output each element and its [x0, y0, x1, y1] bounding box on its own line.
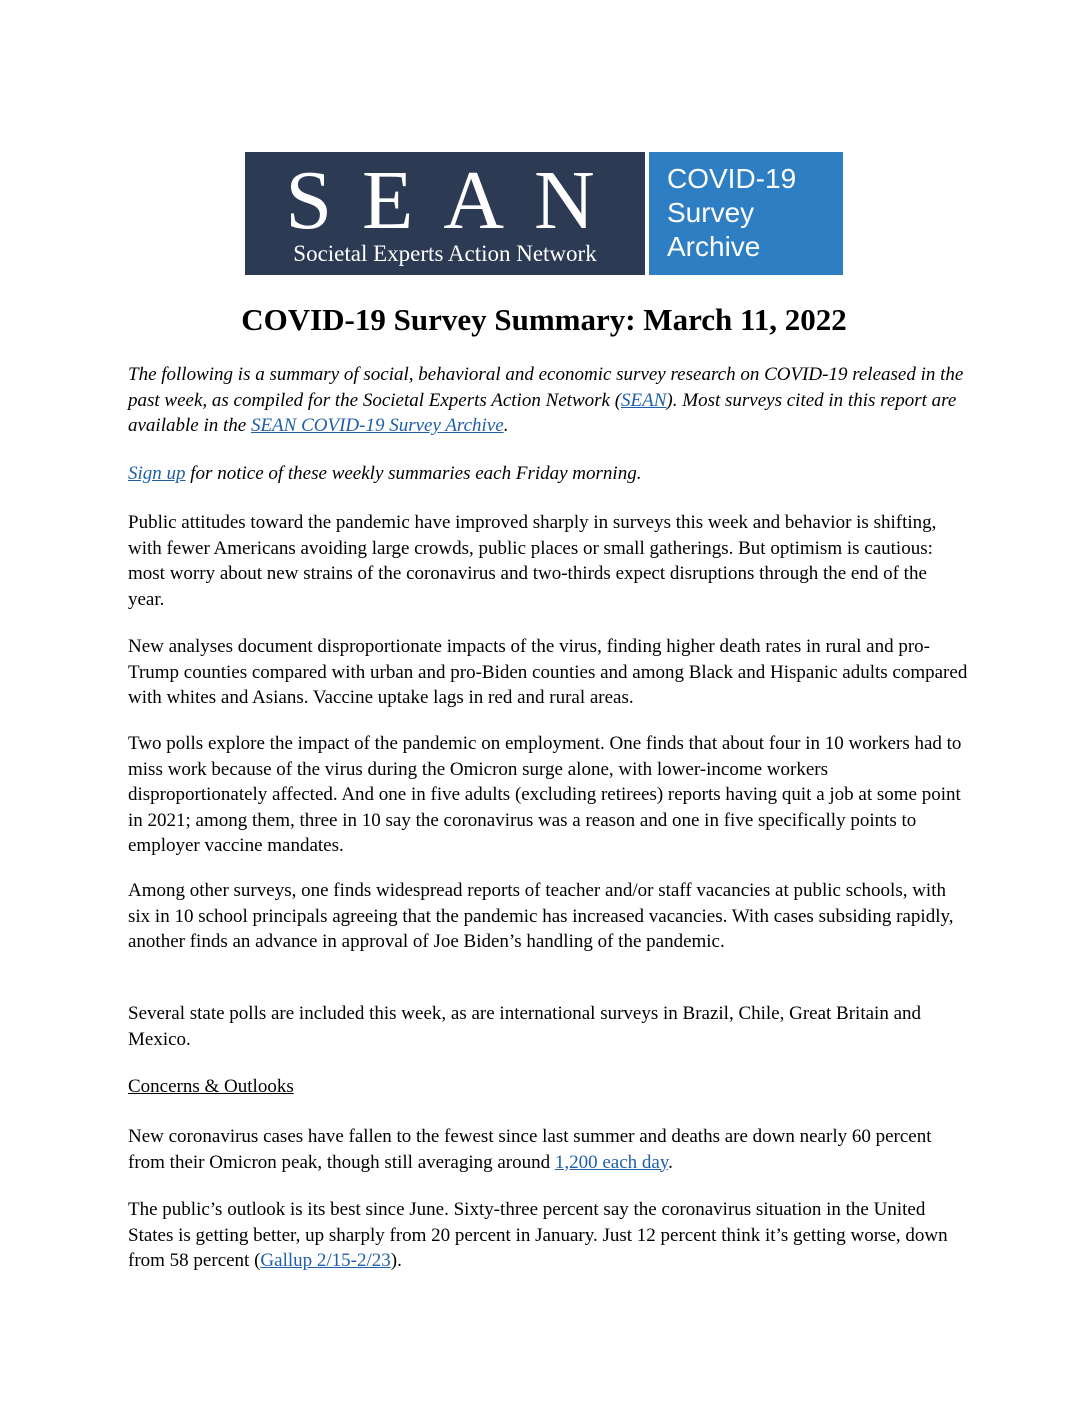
gallup-link[interactable]: Gallup 2/15-2/23 — [260, 1250, 391, 1271]
intro-text-middle: ). Most surveys cited in this report are available in the — [128, 389, 957, 436]
outlook-text-end: ). — [390, 1250, 402, 1271]
summary-paragraph-3 — [128, 731, 968, 859]
banner-subtitle: Societal Experts Action Network — [293, 241, 597, 266]
signup-text: for notice of these weekly summaries each Friday morning. — [185, 463, 642, 484]
paragraph-text: Public attitudes toward the pandemic have improved sharply in surveys this week and behavior is shifting, with fewer Americans avoiding large crowds, public places or small gatherings. But optimism is cautious: most worry about new strains of the coronavirus and two-thirds expect disruptions through the end of the year. — [128, 512, 937, 610]
cases-text-end: . — [668, 1151, 673, 1173]
deaths-per-day-link[interactable]: 1,200 each day — [554, 1151, 669, 1173]
survey-archive-link[interactable]: SEAN COVID-19 Survey Archive — [250, 415, 504, 436]
outlook-paragraph — [128, 1197, 968, 1274]
banner-sean-letters: SEAN — [285, 154, 625, 247]
banner-left-panel — [245, 152, 645, 275]
outlook-text: The public’s outlook is its best since June. Sixty-three percent say the coronavirus situation in the United States is getting better, up sharply from 20 percent in January. Just 12 percent think it’s getting worse, down from 58 percent ( — [128, 1199, 948, 1271]
intro-text-start: The following is a summary of social, behavioral and economic survey research on COVID-19 released in the past week, as compiled for the Societal Experts Action Network ( — [128, 364, 964, 411]
paragraph-text: Among other surveys, one finds widespread reports of teacher and/or staff vacancies at public schools, with six in 10 school principals agreeing that the pandemic has increased vacancies. With cases subsiding rapidly, another finds an advance in approval of Joe Biden’s handling of the pandemic. — [128, 880, 954, 952]
sean-banner-logo — [245, 152, 843, 275]
intro-paragraph — [128, 362, 968, 439]
banner-right-line-1: COVID-19 — [667, 163, 797, 194]
summary-paragraph-5 — [128, 1001, 968, 1052]
summary-paragraph-4 — [128, 878, 968, 955]
intro-text-end: . — [503, 415, 509, 436]
cases-text: New coronavirus cases have fallen to the fewest since last summer and deaths are down nearly 60 percent from their Omicron peak, though still averaging around — [128, 1126, 932, 1173]
banner-right-line-3: Archive — [667, 231, 761, 262]
banner-right-line-2: Survey — [667, 197, 755, 228]
summary-paragraph-2 — [128, 634, 968, 711]
sign-up-link[interactable]: Sign up — [128, 463, 186, 484]
page-title: COVID-19 Survey Summary: March 11, 2022 — [241, 302, 847, 337]
paragraph-text: Several state polls are included this week, as are international surveys in Brazil, Chile, Great Britain and Mexico. — [128, 1003, 921, 1050]
paragraph-text: Two polls explore the impact of the pandemic on employment. One finds that about four in 10 workers had to miss work because of the virus during the Omicron surge alone, with lower-income workers disproportionately affected. And one in five adults (excluding retirees) reports having quit a job at some point in 2021; among them, three in 10 say the coronavirus was a reason and one in five specifically points to employer vaccine mandates. — [128, 733, 962, 856]
section-heading-concerns — [128, 1074, 968, 1100]
cases-paragraph — [128, 1124, 968, 1175]
section-heading-text: Concerns & Outlooks — [128, 1076, 294, 1097]
sean-link[interactable]: SEAN — [621, 389, 667, 411]
summary-paragraph-1 — [128, 510, 968, 612]
banner-right-panel — [649, 152, 843, 275]
signup-paragraph — [128, 461, 968, 487]
paragraph-text: New analyses document disproportionate impacts of the virus, finding higher death rates in rural and pro-Trump counties compared with urban and pro-Biden counties and among Black and Hispanic adults compared with whites and Asians. Vaccine uptake lags in red and rural areas. — [128, 636, 968, 708]
